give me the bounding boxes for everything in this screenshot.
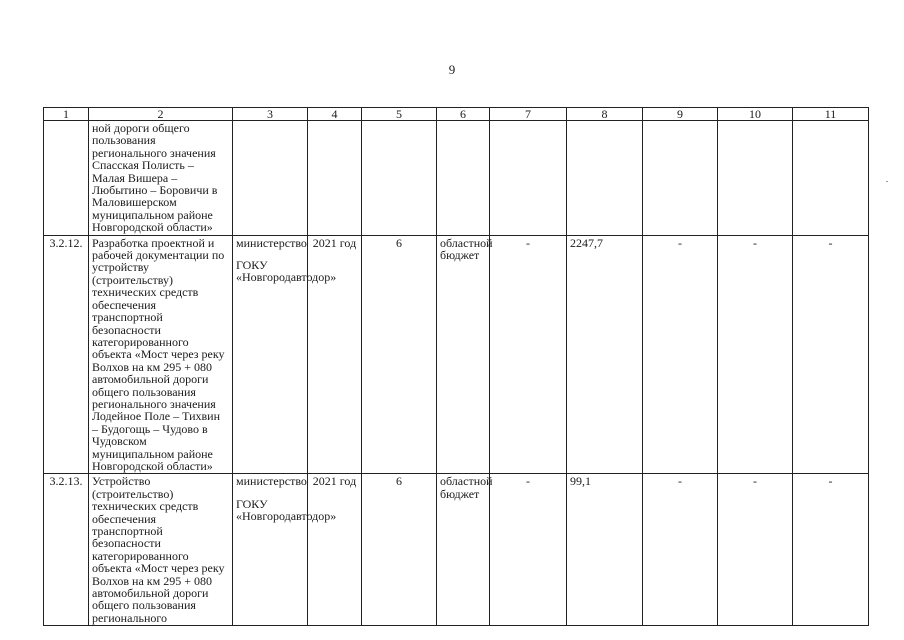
year-cell: 2021 год [308, 474, 362, 626]
column-header: 3 [233, 108, 308, 121]
column-header: 5 [362, 108, 437, 121]
value-cell: - [793, 235, 869, 474]
year-cell: 2021 год [308, 235, 362, 474]
table-row [44, 474, 869, 626]
column-header: 6 [437, 108, 490, 121]
executor-ministry: министерство [236, 235, 307, 250]
table-row [44, 235, 869, 474]
year-cell [308, 121, 362, 236]
column-header: 2 [89, 108, 233, 121]
value-cell [643, 121, 718, 236]
column-header: 9 [643, 108, 718, 121]
value-cell: - [490, 235, 567, 474]
value-cell: - [718, 235, 793, 474]
page-number: 9 [448, 62, 456, 77]
value-cell [793, 121, 869, 236]
executor-agency: ГОКУ «Новгородавтодор» [236, 258, 337, 285]
column-header: 10 [718, 108, 793, 121]
column-header: 7 [490, 108, 567, 121]
column-header: 11 [793, 108, 869, 121]
value-cell: - [718, 474, 793, 626]
executor-ministry: министерство [236, 474, 307, 489]
value-cell: - [793, 474, 869, 626]
activity-name: Устройство (строительство) технических средств обеспечения транспортной безопасности категорированного объекта «Мост через реку Волхов на км 295 + 080 автомобильной дороги общего пользования регионального [89, 474, 233, 626]
value-cell: - [643, 235, 718, 474]
indicator-cell: 6 [362, 235, 437, 474]
program-activities-table [43, 107, 869, 626]
funding-source: областной бюджет [437, 474, 490, 626]
value-cell: 99,1 [567, 474, 643, 626]
column-header: 8 [567, 108, 643, 121]
executor-agency: ГОКУ «Новгородавтодор» [236, 496, 337, 524]
table-row [44, 121, 869, 236]
column-header: 1 [44, 108, 89, 121]
scan-speck [886, 181, 888, 182]
header-row [44, 108, 869, 121]
value-cell [567, 121, 643, 236]
value-cell: 2247,7 [567, 235, 643, 474]
row-number [44, 121, 89, 236]
row-number: 3.2.12. [44, 235, 89, 474]
funding-source: областной бюджет [437, 235, 490, 474]
column-header: 4 [308, 108, 362, 121]
indicator-cell [362, 121, 437, 236]
row-number: 3.2.13. [44, 474, 89, 626]
activity-name: ной дороги общего пользования регионального значения Спасская Полисть – Малая Вишера – Любытино – Боровичи в Маловишерском муниципальном районе Новгородской области» [89, 121, 233, 236]
value-cell [490, 121, 567, 236]
executor-cell [233, 121, 308, 236]
value-cell: - [490, 474, 567, 626]
activity-name: Разработка проектной и рабочей документации по устройству (строительству) технических средств обеспечения транспортной безопасности категорированного объекта «Мост через реку Волхов на км 295 + 080 автомобильной дороги общего пользования регионального значения Лодейное Поле – Тихвин – Будогощь – Чудово в Чудовском муниципальном районе Новгородской области» [89, 235, 233, 474]
indicator-cell: 6 [362, 474, 437, 626]
value-cell [718, 121, 793, 236]
funding-source [437, 121, 490, 236]
value-cell: - [643, 474, 718, 626]
